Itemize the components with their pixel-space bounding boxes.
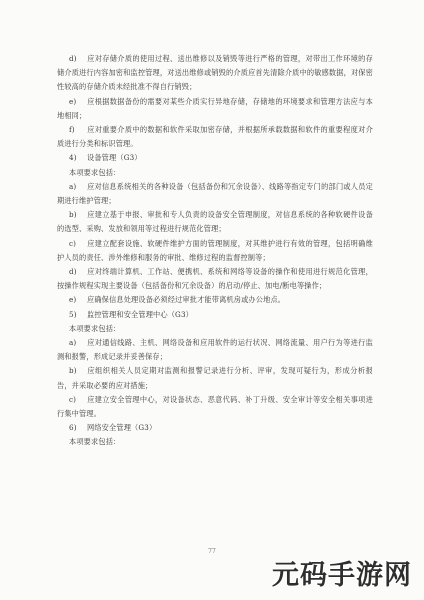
clause-label: b) xyxy=(69,366,77,376)
site-watermark: 元码手游网 xyxy=(272,560,412,591)
clause-text: 应对通信线路、主机、网络设备和应用软件的运行状况、网络流量、用户行为等进行监测和报警，形成记录并妥善保存； xyxy=(57,338,373,362)
clause-text: 应对重要介质中的数据和软件采取加密存储，并根据所承载数据和软件的重要程度对介质进行分类和标识管理。 xyxy=(57,125,373,149)
clause-text: 监控管理和安全管理中心（G3） xyxy=(87,309,194,319)
clause-paragraph xyxy=(57,237,373,265)
clause-paragraph xyxy=(57,336,373,364)
clause-text: 设备管理（G3） xyxy=(87,153,142,163)
clause-text: 应建立基于申报、审批和专人负责的设备安全管理制度，对信息系统的各种软硬件设备的选型、采购、发放和领用等过程进行规范化管理； xyxy=(57,210,373,234)
clause-text: 网络安全管理（G3） xyxy=(87,423,157,433)
section-heading xyxy=(57,421,373,435)
clause-label: d) xyxy=(69,267,77,277)
clause-paragraph xyxy=(57,393,373,421)
clause-text: 应对信息系统相关的各种设备（包括备份和冗余设备）、线路等指定专门的部门或人员定期进行维护管理； xyxy=(57,181,373,206)
clause-label: 5) xyxy=(69,309,77,319)
clause-label: c) xyxy=(69,394,77,404)
clause-paragraph xyxy=(57,123,373,151)
requirements-intro: 本项要求包括： xyxy=(69,323,121,333)
page-number: 77 xyxy=(208,548,216,555)
clause-label: f) xyxy=(69,125,75,135)
section-heading xyxy=(57,151,373,165)
clause-text: 应对终端计算机、工作站、便携机、系统和网络等设备的操作和使用进行规范化管理，按操作规程实现主要设备（包括备份和冗余设备）的启动/停止、加电/断电等操作； xyxy=(57,267,373,291)
clause-text: 应根据数据备份的需要对某些介质实行异地存储，存储地的环境要求和管理方法应与本地相同； xyxy=(57,96,373,120)
clause-label: a) xyxy=(69,181,77,191)
clause-text: 应对存储介质的使用过程、送出维修以及销毁等进行严格的管理，对带出工作环境的存储介质进行内容加密和监控管理，对送出维修或销毁的介质应首先清除介质中的敏感数据，对保密性较高的存储介质未经批准不得自行销毁； xyxy=(57,54,373,92)
clause-paragraph xyxy=(57,293,373,307)
clause-label: a) xyxy=(69,338,77,348)
clause-label: e) xyxy=(69,96,77,106)
document-body xyxy=(57,52,373,450)
clause-paragraph xyxy=(57,52,373,95)
section-heading xyxy=(57,308,373,322)
clause-paragraph xyxy=(57,208,373,236)
clause-paragraph xyxy=(57,180,373,208)
clause-text: 应组织相关人员定期对监测和报警记录进行分析、评审，发现可疑行为，形成分析报告，并采取必要的应对措施； xyxy=(57,366,373,390)
clause-label: e) xyxy=(69,295,77,305)
clause-text: 应建立安全管理中心，对设备状态、恶意代码、补丁升级、安全审计等安全相关事项进行集中管理。 xyxy=(57,394,373,419)
clause-paragraph xyxy=(57,364,373,392)
clause-label: 6) xyxy=(69,423,77,433)
clause-label: d) xyxy=(69,54,77,63)
requirements-intro: 本项要求包括： xyxy=(69,437,121,447)
requirements-intro: 本项要求包括： xyxy=(69,167,121,177)
clause-paragraph xyxy=(57,95,373,123)
clause-label: c) xyxy=(69,238,77,248)
clause-text: 应确保信息处理设备必须经过审批才能带离机房或办公地点。 xyxy=(87,295,286,305)
clause-label: b) xyxy=(69,210,77,220)
clause-label: 4) xyxy=(69,153,77,163)
clause-text: 应建立配套设施、软硬件维护方面的管理制度，对其维护进行有效的管理，包括明确维护人员的责任、涉外维修和服务的审批、维修过程的监督控制等； xyxy=(57,238,373,262)
clause-paragraph xyxy=(57,265,373,293)
